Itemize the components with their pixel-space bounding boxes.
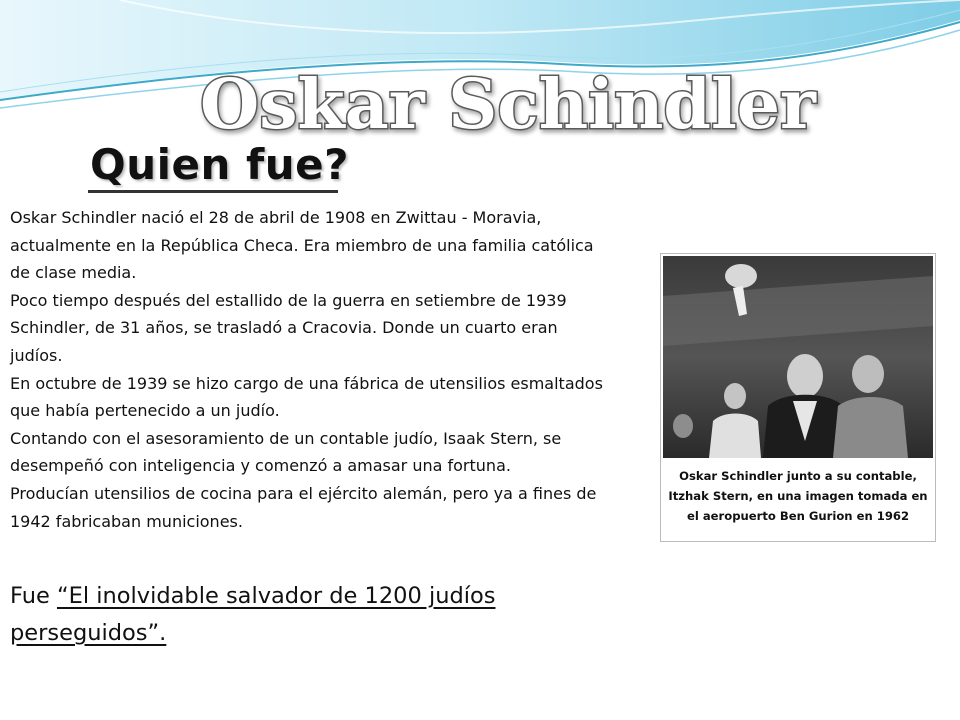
- photo-figure: [660, 253, 936, 542]
- paragraph-munitions: Producían utensilios de cocina para el ejército alemán, pero ya a fines de 1942 fabricaban municiones.: [10, 483, 597, 531]
- subtitle: Quien fue?: [90, 140, 350, 189]
- subtitle-underline: [88, 190, 338, 193]
- closing-statement: [10, 578, 610, 652]
- photo-caption: Oskar Schindler junto a su contable, Itzhak Stern, en una imagen tomada en el aeropuerto Ben Gurion en 1962: [668, 469, 928, 523]
- closing-prefix: Fue: [10, 583, 57, 609]
- paragraph-krakow: Poco tiempo después del estallido de la guerra en setiembre de 1939 Schindler, de 31 años, se trasladó a Cracovia. Donde un cuarto eran judíos.: [10, 290, 567, 365]
- closing-quote: “El inolvidable salvador de 1200 judíos perseguidos”.: [10, 583, 496, 646]
- paragraph-factory: En octubre de 1939 se hizo cargo de una fábrica de utensilios esmaltados que había pertenecido a un judío.: [10, 373, 603, 421]
- body-text: [10, 204, 610, 535]
- historical-photo: [663, 256, 933, 458]
- title-text: Oskar Schindler: [200, 65, 816, 145]
- paragraph-birth: Oskar Schindler nació el 28 de abril de 1908 en Zwittau - Moravia, actualmente en la República Checa. Era miembro de una familia católica de clase media.: [10, 208, 594, 283]
- paragraph-stern: Contando con el asesoramiento de un contable judío, Isaak Stern, se desempeñó con inteligencia y comenzó a amasar una fortuna.: [10, 428, 562, 476]
- page-title: [190, 62, 816, 145]
